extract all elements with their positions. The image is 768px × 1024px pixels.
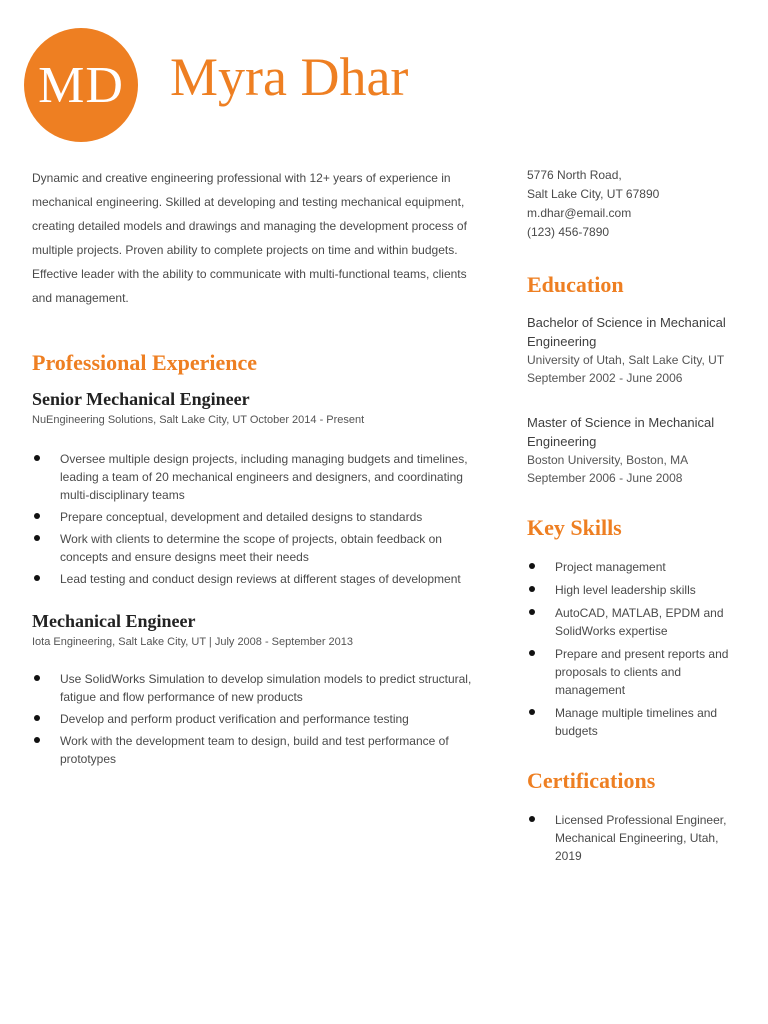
job-bullet: Prepare conceptual, development and detailed designs to standards (32, 508, 487, 526)
job-meta: Iota Engineering, Salt Lake City, UT | July 2008 - September 2013 (32, 636, 354, 648)
job-title: Mechanical Engineer (32, 611, 196, 631)
left-column (32, 166, 487, 768)
education-item (527, 313, 745, 387)
job-bullets (32, 450, 487, 588)
job-bullet: Lead testing and conduct design reviews at different stages of development (32, 570, 487, 588)
certifications-section-title: Certifications (527, 768, 656, 793)
job-bullet: Develop and perform product verification and performance testing (32, 710, 487, 728)
education-school: University of Utah, Salt Lake City, UT (527, 353, 725, 367)
education-degree: Master of Science in Mechanical Engineering (527, 415, 715, 449)
job-bullet: Oversee multiple design projects, including managing budgets and timelines, leading a team of 20 mechanical engineers and designers, and coordinating multi-disciplinary teams (32, 450, 487, 504)
monogram-avatar: MD (24, 28, 138, 142)
education-school: Boston University, Boston, MA September 2006 - June 2008 (527, 453, 688, 485)
job-title: Senior Mechanical Engineer (32, 389, 250, 409)
certification-item: Licensed Professional Engineer, Mechanical Engineering, Utah, 2019 (527, 811, 745, 865)
skill-item: AutoCAD, MATLAB, EPDM and SolidWorks expertise (527, 604, 745, 640)
job-bullets (32, 670, 487, 768)
job-meta: NuEngineering Solutions, Salt Lake City, UT October 2014 - Present (32, 414, 365, 426)
skill-item: Prepare and present reports and proposals to clients and management (527, 645, 745, 699)
address-line-1: 5776 North Road, (527, 168, 622, 182)
skill-item: Manage multiple timelines and budgets (527, 704, 745, 740)
professional-summary: Dynamic and creative engineering professional with 12+ years of experience in mechanical engineering. Skilled at developing and testing mechanical equipment, creating detailed models and drawings and managing the development process of multiple projects. Proven ability to complete projects on time and within budgets. Effective leader with the ability to communicate with multi-functional teams, clients and management. (32, 171, 467, 305)
candidate-name: Myra Dhar (170, 47, 409, 107)
skills-section-title: Key Skills (527, 515, 622, 540)
address-line-2: Salt Lake City, UT 67890 (527, 187, 660, 201)
experience-section-title: Professional Experience (32, 350, 258, 375)
education-item (527, 413, 745, 487)
skill-item: High level leadership skills (527, 581, 745, 599)
phone: (123) 456-7890 (527, 225, 610, 239)
email: m.dhar@email.com (527, 206, 632, 220)
education-section-title: Education (527, 272, 624, 297)
job-bullet: Work with clients to determine the scope of projects, obtain feedback on concepts and ensure designs meet their needs (32, 530, 487, 566)
education-degree: Bachelor of Science in Mechanical Engineering (527, 315, 726, 349)
education-dates: September 2002 - June 2006 (527, 371, 683, 385)
right-column (527, 166, 745, 865)
skill-item: Project management (527, 558, 745, 576)
contact-info (527, 166, 745, 242)
job-bullet: Work with the development team to design, build and test performance of prototypes (32, 732, 487, 768)
certifications-list (527, 811, 745, 865)
skills-list (527, 558, 745, 740)
job-bullet: Use SolidWorks Simulation to develop simulation models to predict structural, fatigue and flow performance of new products (32, 670, 487, 706)
